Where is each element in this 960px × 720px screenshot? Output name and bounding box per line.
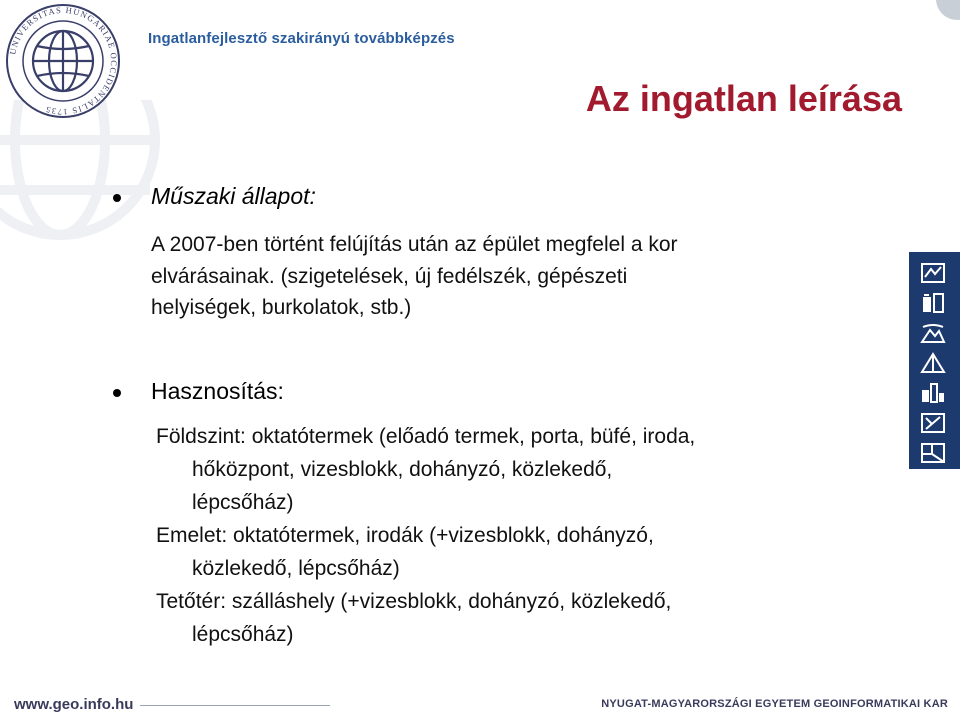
text-line: elvárásainak. (szigetelések, új fedélszék, gépészeti (151, 264, 628, 288)
text-line: A 2007-ben történt felújítás után az épület megfelel a kor (151, 233, 678, 256)
text-line: helyiségek, burkolatok, stb.) (151, 296, 412, 319)
text-line: Tetőtér: szálláshely (+vizesblokk, dohányzó, közlekedő, (156, 590, 672, 613)
section-heading-label: Hasznosítás: (151, 378, 284, 404)
map-icon (920, 262, 946, 284)
building-icon (920, 292, 946, 314)
icon-strip (909, 252, 960, 469)
text-line: lépcsőház) (192, 623, 294, 646)
watermark-globe (0, 100, 220, 240)
footer-divider (140, 705, 330, 706)
slide-title: Az ingatlan leírása (585, 78, 902, 119)
svg-text:UNIVERSITAS HUNGARIAE OCCIDENT: UNIVERSITAS HUNGARIAE OCCIDENTALIS 1735 (7, 4, 120, 118)
section-text-usage (156, 420, 695, 651)
text-line: Emelet: oktatótermek, irodák (+vizesblokk, dohányzó, (156, 524, 654, 547)
section-text-condition (151, 229, 678, 324)
corner-decoration (936, 0, 960, 20)
text-line: hőközpont, vizesblokk, dohányzó, közlekedő, (192, 458, 613, 481)
university-seal-logo (4, 2, 122, 120)
city-icon (920, 382, 946, 404)
layout-icon (920, 442, 946, 464)
bullet-icon (113, 389, 121, 397)
pyramid-icon (920, 352, 946, 374)
drafting-icon (920, 412, 946, 434)
program-title: Ingatlanfejlesztő szakirányú továbbképzés (148, 30, 455, 47)
text-line: Földszint: oktatótermek (előadó termek, porta, büfé, iroda, (156, 425, 696, 448)
footer-url: www.geo.info.hu (14, 696, 134, 713)
section-heading-label: Műszaki állapot: (151, 183, 316, 209)
text-line: lépcsőház) (192, 491, 294, 514)
text-line: közlekedő, lépcsőház) (192, 557, 400, 580)
terrain-icon (920, 322, 946, 344)
bullet-icon (113, 194, 121, 202)
footer-institution: NYUGAT-MAGYARORSZÁGI EGYETEM GEOINFORMATIKAI KAR (601, 698, 948, 710)
